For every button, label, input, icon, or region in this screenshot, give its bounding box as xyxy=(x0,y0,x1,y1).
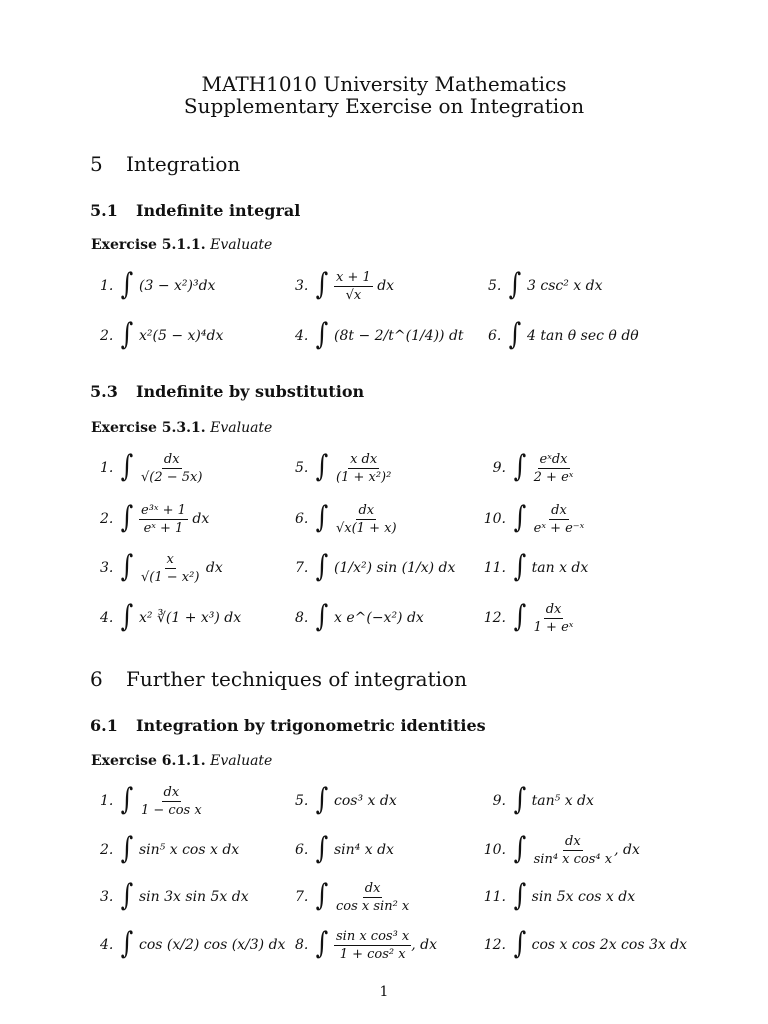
integral-sign-icon: ∫ xyxy=(513,500,527,535)
subsection-number: 5.1 xyxy=(90,201,118,220)
exercise-item xyxy=(480,598,575,638)
integrand-tail: dx xyxy=(192,511,210,527)
denominator: √(1 − x²) xyxy=(141,569,200,585)
denominator: √x xyxy=(345,287,362,303)
integral-sign-icon: ∫ xyxy=(513,599,527,634)
numerator: x + 1 xyxy=(336,269,371,285)
denominator: 1 − cos x xyxy=(141,802,202,818)
numerator: dx xyxy=(545,601,562,617)
fraction xyxy=(334,452,393,485)
item-number: 12. xyxy=(483,937,506,953)
integral-sign-icon: ∫ xyxy=(513,549,527,584)
integral-sign-icon: ∫ xyxy=(120,878,134,913)
item-number: 6. xyxy=(295,511,309,527)
exercise-item xyxy=(100,877,249,917)
integral-sign-icon: ∫ xyxy=(315,267,329,302)
integral-sign-icon: ∫ xyxy=(513,831,527,866)
exercise-item xyxy=(100,781,204,821)
fraction xyxy=(139,452,204,485)
exercise-number: Exercise 5.1.1. xyxy=(91,237,206,253)
section-title: Further techniques of integration xyxy=(126,667,467,691)
exercise-item xyxy=(480,548,588,588)
denominator: √(2 − 5x) xyxy=(141,469,203,485)
exercise-instruction: Evaluate xyxy=(210,420,273,436)
denominator: cos x sin² x xyxy=(336,898,410,914)
item-number: 3. xyxy=(100,889,114,905)
exercise-item xyxy=(480,781,594,821)
exercise-label-5-1-1 xyxy=(91,237,272,253)
denominator: (1 + x²)² xyxy=(336,469,392,485)
exercise-label-5-3-1 xyxy=(91,420,272,436)
exercise-item xyxy=(295,925,437,965)
section-title: Integration xyxy=(126,152,241,176)
exercise-item xyxy=(100,830,239,870)
item-number: 3. xyxy=(295,278,309,294)
integrand: sin 5x cos x dx xyxy=(531,889,636,905)
denominator: 2 + eˣ xyxy=(533,469,574,485)
integral-sign-icon: ∫ xyxy=(315,926,329,961)
integral-sign-icon: ∫ xyxy=(120,831,134,866)
item-number: 6. xyxy=(295,842,309,858)
numerator: sin x cos³ x xyxy=(336,928,410,944)
integrand: x e^(−x²) dx xyxy=(334,610,424,626)
exercise-item xyxy=(100,598,241,638)
integrand-tail: dx xyxy=(377,278,395,294)
numerator: dx xyxy=(163,451,180,467)
exercise-item xyxy=(295,548,455,588)
integrand: x² ∛(1 + x³) dx xyxy=(139,610,242,626)
integrand: 4 tan θ sec θ dθ xyxy=(527,328,639,344)
exercise-item xyxy=(295,316,464,356)
integral-sign-icon: ∫ xyxy=(120,599,134,634)
item-number: 5. xyxy=(488,278,502,294)
exercise-item xyxy=(295,266,394,306)
item-number: 7. xyxy=(295,560,309,576)
integral-sign-icon: ∫ xyxy=(315,878,329,913)
exercise-item xyxy=(100,925,285,965)
section-number: 5 xyxy=(90,152,103,176)
exercise-number: Exercise 6.1.1. xyxy=(91,753,206,769)
subsection-heading-5-1 xyxy=(90,201,300,220)
exercise-item xyxy=(480,877,635,917)
item-number: 1. xyxy=(100,460,114,476)
exercise-item xyxy=(100,316,223,356)
exercise-item xyxy=(488,316,639,356)
denominator: 1 + eˣ xyxy=(533,619,574,635)
numerator: e³ˣ + 1 xyxy=(141,502,186,518)
exercise-item xyxy=(480,830,640,870)
denominator: eˣ + e⁻ˣ xyxy=(533,520,585,536)
integrand: tan⁵ x dx xyxy=(531,793,594,809)
numerator: x dx xyxy=(350,451,378,467)
exercise-item xyxy=(100,266,215,306)
integral-sign-icon: ∫ xyxy=(315,317,329,352)
integral-sign-icon: ∫ xyxy=(315,599,329,634)
item-number: 10. xyxy=(483,511,506,527)
integrand: (3 − x²)³dx xyxy=(139,278,216,294)
integral-sign-icon: ∫ xyxy=(508,317,522,352)
integral-sign-icon: ∫ xyxy=(120,500,134,535)
numerator: dx xyxy=(364,880,381,896)
integral-sign-icon: ∫ xyxy=(513,782,527,817)
integral-sign-icon: ∫ xyxy=(120,317,134,352)
integral-sign-icon: ∫ xyxy=(315,449,329,484)
section-heading-6 xyxy=(90,667,467,691)
fraction xyxy=(139,503,188,536)
subsection-heading-6-1 xyxy=(90,716,486,735)
integral-sign-icon: ∫ xyxy=(120,449,134,484)
integrand-tail: dx xyxy=(205,560,223,576)
fraction xyxy=(532,602,576,635)
integrand: cos³ x dx xyxy=(334,793,397,809)
integrand: tan x dx xyxy=(531,560,589,576)
item-number: 5. xyxy=(295,460,309,476)
exercise-item xyxy=(480,925,687,965)
exercise-item xyxy=(295,877,411,917)
denominator: 1 + cos² x xyxy=(339,946,406,962)
numerator: dx xyxy=(358,502,375,518)
integral-sign-icon: ∫ xyxy=(513,449,527,484)
denominator: √x(1 + x) xyxy=(336,520,397,536)
subsection-heading-5-3 xyxy=(90,382,364,401)
numerator: x xyxy=(166,551,174,567)
integrand: (1/x²) sin (1/x) dx xyxy=(334,560,456,576)
fraction xyxy=(532,452,576,485)
item-number: 9. xyxy=(492,793,506,809)
fraction xyxy=(139,785,204,818)
exercise-instruction: Evaluate xyxy=(210,237,273,253)
integral-sign-icon: ∫ xyxy=(315,831,329,866)
integrand: cos (x/2) cos (x/3) dx xyxy=(139,937,286,953)
fraction xyxy=(532,503,587,536)
exercise-label-6-1-1 xyxy=(91,753,272,769)
item-number: 2. xyxy=(100,842,114,858)
item-number: 1. xyxy=(100,793,114,809)
page-number: 1 xyxy=(379,984,389,1000)
item-number: 8. xyxy=(295,937,309,953)
integral-sign-icon: ∫ xyxy=(120,782,134,817)
exercise-item xyxy=(100,448,204,488)
item-number: 6. xyxy=(488,328,502,344)
exercise-item xyxy=(295,448,393,488)
fraction xyxy=(334,929,411,962)
integral-sign-icon: ∫ xyxy=(315,549,329,584)
exercise-number: Exercise 5.3.1. xyxy=(91,420,206,436)
exercise-item xyxy=(480,448,575,488)
integrand: cos x cos 2x cos 3x dx xyxy=(531,937,688,953)
item-number: 7. xyxy=(295,889,309,905)
item-number: 9. xyxy=(492,460,506,476)
integrand: sin⁵ x cos x dx xyxy=(139,842,240,858)
denominator: sin⁴ x cos⁴ x xyxy=(533,851,613,867)
numerator: eˣdx xyxy=(539,451,568,467)
item-number: 3. xyxy=(100,560,114,576)
fraction xyxy=(532,834,614,867)
integrand: sin 3x sin 5x dx xyxy=(139,889,249,905)
integrand-tail: , dx xyxy=(411,937,438,953)
subsection-title: Integration by trigonometric identities xyxy=(136,716,486,735)
integral-sign-icon: ∫ xyxy=(508,267,522,302)
section-number: 6 xyxy=(90,667,103,691)
integrand: x²(5 − x)⁴dx xyxy=(139,328,224,344)
item-number: 4. xyxy=(100,610,114,626)
exercise-item xyxy=(295,830,394,870)
document-title-line2: Supplementary Exercise on Integration xyxy=(183,94,585,118)
integral-sign-icon: ∫ xyxy=(120,267,134,302)
subsection-title: Indefinite integral xyxy=(136,201,301,220)
integral-sign-icon: ∫ xyxy=(315,782,329,817)
item-number: 12. xyxy=(483,610,506,626)
item-number: 10. xyxy=(483,842,506,858)
integral-sign-icon: ∫ xyxy=(513,926,527,961)
exercise-item xyxy=(295,781,397,821)
fraction xyxy=(334,270,373,303)
denominator: eˣ + 1 xyxy=(143,520,184,536)
item-number: 2. xyxy=(100,511,114,527)
integrand-tail: , dx xyxy=(614,842,640,858)
exercise-item xyxy=(295,598,424,638)
exercise-item xyxy=(480,499,586,539)
integral-sign-icon: ∫ xyxy=(120,549,134,584)
document-title-line1: MATH1010 University Mathematics xyxy=(201,72,567,96)
item-number: 2. xyxy=(100,328,114,344)
numerator: dx xyxy=(551,502,567,518)
integral-sign-icon: ∫ xyxy=(513,878,527,913)
item-number: 8. xyxy=(295,610,309,626)
exercise-instruction: Evaluate xyxy=(210,753,273,769)
subsection-number: 5.3 xyxy=(90,382,118,401)
numerator: dx xyxy=(163,784,180,800)
integral-sign-icon: ∫ xyxy=(315,500,329,535)
item-number: 11. xyxy=(483,560,506,576)
item-number: 4. xyxy=(295,328,309,344)
exercise-item xyxy=(295,499,399,539)
item-number: 4. xyxy=(100,937,114,953)
integral-sign-icon: ∫ xyxy=(120,926,134,961)
section-heading-5 xyxy=(90,152,240,176)
subsection-title: Indefinite by substitution xyxy=(136,382,365,401)
item-number: 5. xyxy=(295,793,309,809)
fraction xyxy=(334,881,411,914)
item-number: 1. xyxy=(100,278,114,294)
exercise-item xyxy=(100,548,223,588)
exercise-item xyxy=(488,266,603,306)
integrand: sin⁴ x dx xyxy=(334,842,394,858)
numerator: dx xyxy=(565,833,581,849)
exercise-item xyxy=(100,499,209,539)
integrand: 3 csc² x dx xyxy=(527,278,603,294)
fraction xyxy=(334,503,399,536)
subsection-number: 6.1 xyxy=(90,716,118,735)
fraction xyxy=(139,552,201,585)
integrand: (8t − 2/t^(1/4)) dt xyxy=(334,328,464,344)
item-number: 11. xyxy=(483,889,506,905)
